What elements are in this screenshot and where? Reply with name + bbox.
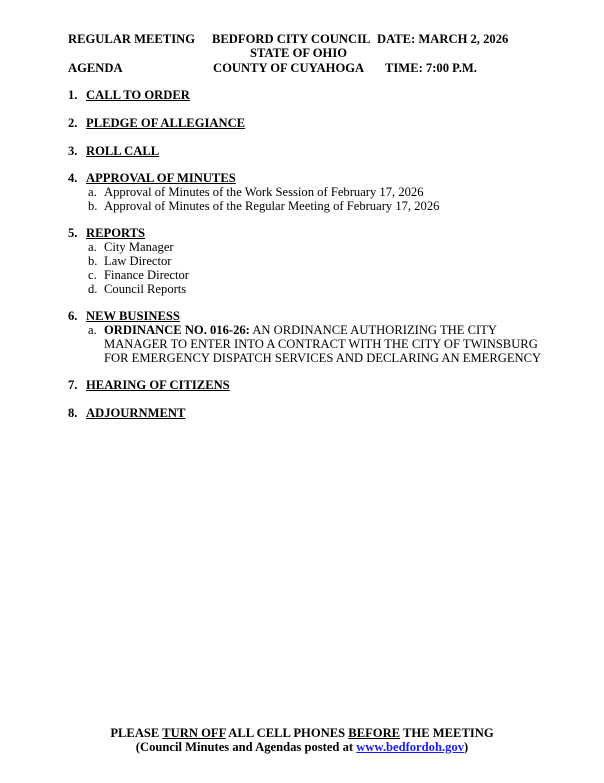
item-number: 7. — [68, 378, 78, 392]
item-heading-call-to-order: CALL TO ORDER — [86, 88, 190, 102]
item-heading-adjournment: ADJOURNMENT — [86, 406, 186, 420]
ordinance-line-1 — [104, 323, 497, 338]
item-heading-approval-of-minutes: APPROVAL OF MINUTES — [86, 171, 236, 185]
footer-text: THE MEETING — [400, 726, 494, 740]
item-heading-new-business: NEW BUSINESS — [86, 309, 180, 323]
ordinance-number: ORDINANCE NO. 016-26: — [104, 323, 250, 337]
sub-item-letter: d. — [88, 282, 98, 296]
item-heading-pledge: PLEDGE OF ALLEGIANCE — [86, 116, 246, 130]
footer-text: ALL CELL PHONES — [225, 726, 349, 740]
meeting-type: REGULAR MEETING — [68, 32, 196, 46]
footer-notice — [0, 726, 604, 741]
item-number: 1. — [68, 88, 78, 102]
meeting-time: TIME: 7:00 P.M. — [385, 61, 477, 75]
website-link[interactable]: www.bedfordoh.gov — [356, 740, 464, 754]
item-number: 4. — [68, 171, 78, 185]
sub-item-letter: a. — [88, 323, 97, 337]
document-type: AGENDA — [68, 61, 123, 75]
ordinance-line-2: MANAGER TO ENTER INTO A CONTRACT WITH THE CITY OF TWINSBURG — [104, 337, 538, 351]
footer-text: (Council Minutes and Agendas posted at — [135, 740, 357, 754]
meeting-date: DATE: MARCH 2, 2026 — [377, 32, 509, 46]
sub-item-text: Approval of Minutes of the Regular Meeting of February 17, 2026 — [104, 199, 440, 213]
item-number: 3. — [68, 144, 78, 158]
footer-text: ) — [464, 740, 469, 754]
item-heading-reports: REPORTS — [86, 226, 146, 240]
sub-item-text: Approval of Minutes of the Work Session of February 17, 2026 — [104, 185, 424, 199]
council-name: BEDFORD CITY COUNCIL — [212, 32, 371, 46]
item-number: 5. — [68, 226, 78, 240]
sub-item-letter: b. — [88, 254, 98, 268]
sub-item-text: Law Director — [104, 254, 172, 268]
sub-item-letter: a. — [88, 240, 97, 254]
ordinance-text: AN ORDINANCE AUTHORIZING THE CITY — [249, 323, 497, 337]
sub-item-text: Finance Director — [104, 268, 189, 282]
sub-item-letter: b. — [88, 199, 98, 213]
footer-emphasis-before: BEFORE — [348, 726, 401, 740]
footer-emphasis-turn-off: TURN OFF — [162, 726, 226, 740]
state-name: STATE OF OHIO — [250, 46, 348, 60]
item-heading-roll-call: ROLL CALL — [86, 144, 160, 158]
county-name: COUNTY OF CUYAHOGA — [213, 61, 365, 75]
sub-item-text: City Manager — [104, 240, 174, 254]
sub-item-letter: c. — [88, 268, 97, 282]
item-number: 8. — [68, 406, 78, 420]
sub-item-letter: a. — [88, 185, 97, 199]
item-number: 2. — [68, 116, 78, 130]
ordinance-line-3: FOR EMERGENCY DISPATCH SERVICES AND DECLARING AN EMERGENCY — [104, 351, 542, 365]
footer-text: PLEASE — [110, 726, 163, 740]
footer-website-note — [0, 740, 604, 755]
item-heading-hearing-of-citizens: HEARING OF CITIZENS — [86, 378, 230, 392]
item-number: 6. — [68, 309, 78, 323]
sub-item-text: Council Reports — [104, 282, 187, 296]
